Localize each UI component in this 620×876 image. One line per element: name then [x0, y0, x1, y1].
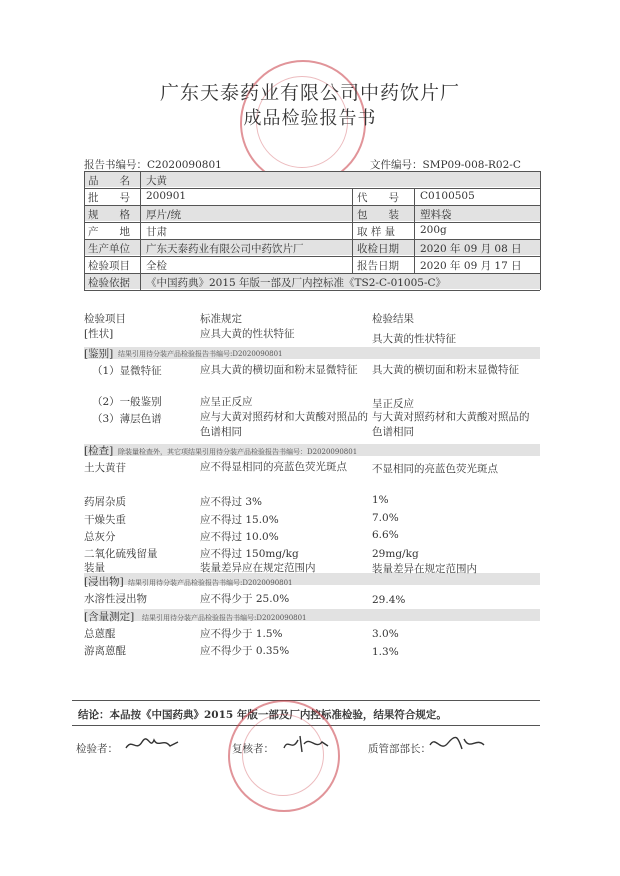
grid-line	[84, 290, 540, 291]
huifen-result: 6.6%	[372, 529, 399, 541]
inspector-signature	[124, 734, 180, 756]
zongenkun-item: 总蒽醌	[84, 628, 116, 640]
batch-value: 200901	[146, 190, 187, 202]
youli-result: 1.3%	[372, 646, 399, 658]
jiancha-heading: [检查]	[84, 445, 114, 457]
grid-line	[84, 171, 540, 172]
so2-result: 29mg/kg	[372, 548, 419, 560]
document-number-value: SMP09-008-R02-C	[422, 159, 521, 171]
reviewer-signature	[282, 732, 330, 756]
code-value: C0100505	[420, 190, 475, 202]
jianbie-3-standard: 应与大黄对照药材和大黄酸对照品的色谱相同	[200, 411, 368, 438]
document-number	[370, 157, 521, 172]
producer-value: 广东天泰药业有限公司中药饮片厂	[146, 243, 304, 255]
grid-line	[540, 171, 541, 290]
spec-value: 厚片/统	[146, 209, 182, 221]
shuirong-result: 29.4%	[372, 594, 406, 606]
shizhong-item: 干燥失重	[84, 514, 126, 526]
xingzhuang-item: [性状]	[84, 328, 114, 340]
zazhi-item: 药屑杂质	[84, 496, 126, 508]
name-label: 品 名	[88, 175, 130, 187]
batch-label: 批 号	[88, 192, 130, 204]
document-number-label: 文件编号：	[370, 159, 423, 171]
qa-manager-label: 质管部部长：	[368, 743, 431, 755]
report-number-value: C2020090801	[147, 159, 222, 171]
jianbie-2-standard: 应呈正反应	[200, 396, 253, 408]
zazhi-result: 1%	[372, 494, 389, 506]
origin-label: 产 地	[88, 226, 130, 238]
report-number-label: 报告书编号：	[84, 159, 147, 171]
name-value: 大黄	[146, 175, 167, 187]
grid-line	[140, 171, 141, 290]
report-date-label: 报告日期	[357, 260, 399, 272]
tudahuang-result: 不显相同的亮蓝色荧光斑点	[372, 463, 498, 475]
grid-line	[84, 188, 540, 189]
grid-line	[84, 222, 540, 223]
hanliang-heading: [含量测定]	[84, 611, 135, 623]
grid-line	[352, 188, 353, 273]
footer-rule-top	[72, 700, 540, 701]
xingzhuang-standard: 应具大黄的性状特征	[200, 328, 295, 340]
shizhong-result: 7.0%	[372, 512, 399, 524]
zongenkun-standard: 应不得少于 1.5%	[200, 628, 283, 640]
jinchuwu-note: 结果引用待分装产品检验报告书编号:D2020090801	[128, 579, 293, 587]
pack-label: 包 装	[357, 209, 399, 221]
origin-value: 甘肃	[146, 226, 167, 238]
company-title: 广东天泰药业有限公司中药饮片厂	[159, 82, 460, 104]
item-value: 全检	[146, 260, 167, 272]
spec-label: 规 格	[88, 209, 130, 221]
received-value: 2020 年 09 月 08 日	[420, 243, 522, 255]
item-label: 检验项目	[88, 260, 130, 272]
jianbie-1-standard: 应具大黄的横切面和粉末显微特征	[200, 364, 358, 376]
shuirong-item: 水溶性浸出物	[84, 593, 147, 605]
xingzhuang-result: 具大黄的性状特征	[372, 333, 456, 345]
conclusion: 结论：本品按《中国药典》2015 年版一部及厂内控标准检验，结果符合规定。	[78, 709, 447, 721]
inspector-label: 检验者：	[76, 743, 118, 755]
basis-label: 检验依据	[88, 277, 130, 289]
youli-item: 游离蒽醌	[84, 645, 126, 657]
grid-line	[84, 171, 85, 290]
zhuangliang-item: 装量	[84, 562, 105, 574]
jinchuwu-heading: [浸出物]	[84, 576, 124, 588]
basis-value: 《中国药典》2015 年版一部及厂内控标准《TS2-C-01005-C》	[146, 277, 447, 289]
col-header-standard: 标准规定	[200, 313, 242, 325]
so2-standard: 应不得过 150mg/kg	[200, 548, 299, 560]
report-date-value: 2020 年 09 月 17 日	[420, 260, 522, 272]
tudahuang-standard: 应不得显相同的亮蓝色荧光斑点	[200, 461, 347, 473]
tudahuang-item: 土大黄苷	[84, 462, 126, 474]
jianbie-2-result: 呈正反应	[372, 398, 414, 410]
grid-line	[84, 273, 540, 274]
received-label: 收检日期	[357, 243, 399, 255]
shizhong-standard: 应不得过 15.0%	[200, 514, 279, 526]
col-header-item: 检验项目	[84, 313, 126, 325]
grid-line	[84, 205, 540, 206]
pack-value: 塑料袋	[420, 209, 452, 221]
producer-label: 生产单位	[88, 243, 130, 255]
grid-line	[84, 239, 540, 240]
youli-standard: 应不得少于 0.35%	[200, 645, 290, 657]
jianbie-3-item: （3）薄层色谱	[92, 413, 162, 425]
report-title: 成品检验报告书	[243, 108, 377, 129]
sample-label: 取 样 量	[357, 226, 396, 238]
jiancha-note: 除装量检查外，其它项结果引用待分装产品检验报告书编号：D2020090801	[118, 448, 358, 456]
sample-value: 200g	[420, 224, 447, 236]
zhuangliang-standard: 装量差异应在规定范围内	[200, 562, 316, 574]
qa-manager-signature	[428, 733, 486, 757]
zazhi-standard: 应不得过 3%	[200, 496, 262, 508]
jianbie-2-item: （2）一般鉴别	[92, 396, 162, 408]
zongenkun-result: 3.0%	[372, 628, 399, 640]
jianbie-note: 结果引用待分装产品检验报告书编号:D2020090801	[118, 350, 283, 358]
jianbie-1-item: （1）显微特征	[92, 365, 162, 377]
code-label: 代 号	[357, 192, 399, 204]
hanliang-note: 结果引用待分装产品检验报告书编号:D2020090801	[142, 614, 307, 622]
reviewer-label: 复核者：	[232, 743, 274, 755]
col-header-result: 检验结果	[372, 313, 414, 325]
shuirong-standard: 应不得少于 25.0%	[200, 593, 290, 605]
grid-line	[414, 188, 415, 273]
zhuangliang-result: 装量差异在规定范围内	[372, 563, 477, 575]
jianbie-heading: [鉴别]	[84, 348, 114, 360]
so2-item: 二氧化硫残留量	[84, 548, 158, 560]
huifen-standard: 应不得过 10.0%	[200, 531, 279, 543]
jianbie-3-result: 与大黄对照药材和大黄酸对照品的色谱相同	[372, 411, 530, 438]
report-number	[84, 157, 222, 172]
jianbie-1-result: 具大黄的横切面和粉末显微特征	[372, 364, 519, 376]
huifen-item: 总灰分	[84, 531, 116, 543]
grid-line	[84, 256, 540, 257]
